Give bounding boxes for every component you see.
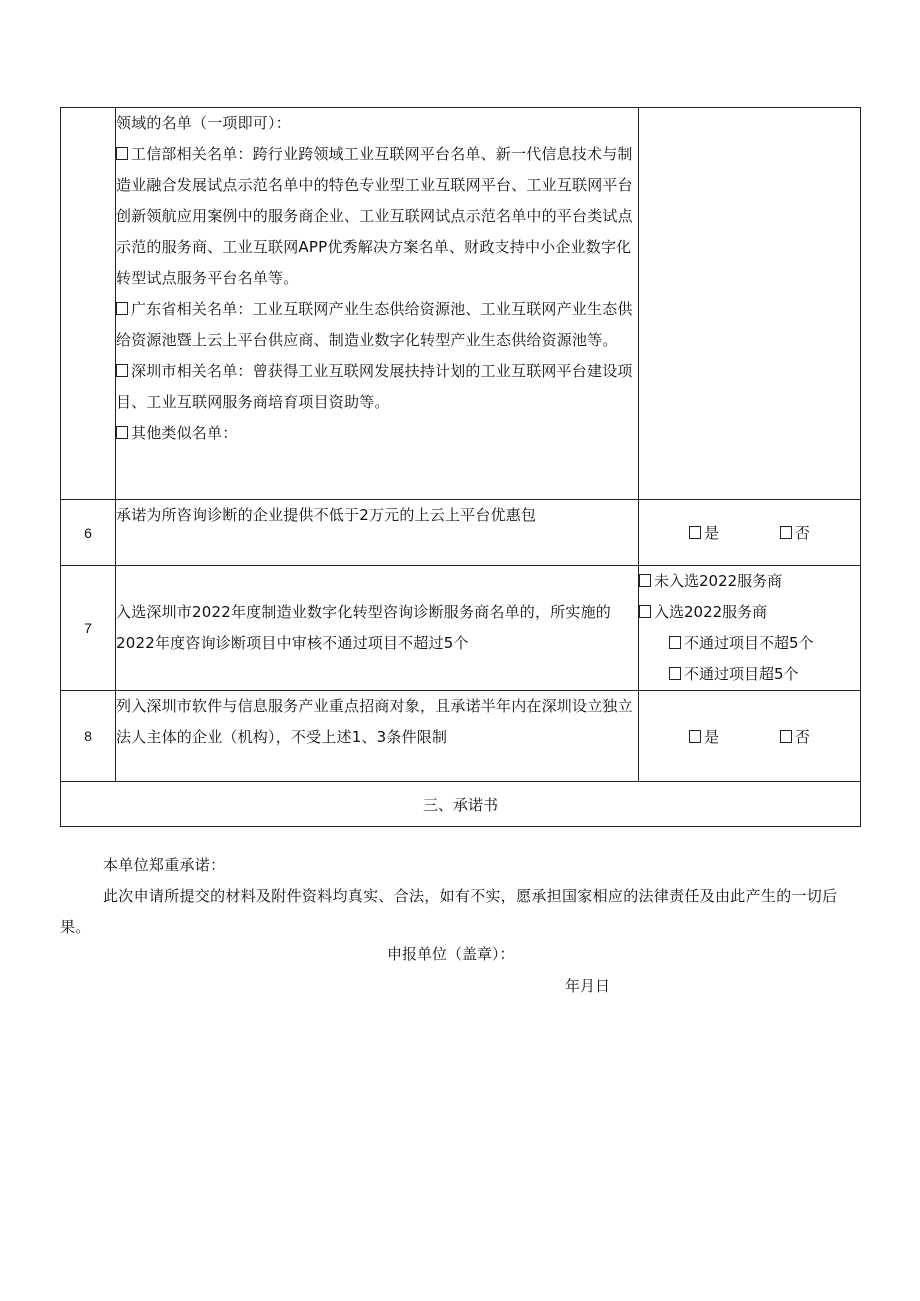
yes-no-choice	[639, 691, 861, 782]
checkbox[interactable]	[639, 605, 651, 618]
no-option[interactable]: 否	[780, 726, 810, 747]
checkbox[interactable]	[669, 667, 681, 680]
criteria-text: 入选深圳市2022年度制造业数字化转型咨询诊断服务商名单的，所实施的2022年度咨询诊断项目中审核不通过项目不超过5个	[116, 566, 639, 691]
checkbox[interactable]	[116, 147, 128, 160]
row-number	[61, 108, 116, 500]
table-row-6	[61, 500, 861, 566]
pledge-body: 此次申请所提交的材料及附件资料均真实、合法，如有不实，愿承担国家相应的法律责任及由此产生的一切后果。	[60, 887, 838, 936]
service-provider-choice	[639, 566, 861, 691]
failed-over-5-option[interactable]: 不通过项目超5个	[639, 659, 860, 690]
table-row-7	[61, 566, 861, 691]
criteria-intro: 领域的名单（一项即可）：	[116, 114, 291, 132]
section-title: 三、承诺书	[61, 782, 861, 827]
checkbox[interactable]	[689, 730, 701, 743]
checkbox[interactable]	[669, 636, 681, 649]
pledge-intro: 本单位郑重承诺：	[103, 856, 226, 874]
row-number: 7	[61, 566, 116, 691]
table-row-section	[61, 782, 861, 827]
criteria-option-miit: 工信部相关名单：跨行业跨领域工业互联网平台名单、新一代信息技术与制造业融合发展试点示范名单中的特色专业型工业互联网平台、工业互联网平台创新领航应用案例中的服务商企业、工业互联网试点示范名单中的平台类试点示范的服务商、工业互联网APP优秀解决方案名单、财政支持中小企业数字化转型试点服务平台名单等。	[116, 145, 633, 287]
applicant-seal-label: 申报单位（盖章）：	[387, 945, 515, 963]
row-number: 8	[61, 691, 116, 782]
checkbox[interactable]	[639, 574, 651, 587]
criteria-option-guangdong: 广东省相关名单：工业互联网产业生态供给资源池、工业互联网产业生态供给资源池暨上云上平台供应商、制造业数字化转型产业生态供给资源池等。	[116, 300, 633, 349]
criteria-text: 列入深圳市软件与信息服务产业重点招商对象，且承诺半年内在深圳设立独立法人主体的企业（机构），不受上述1、3条件限制	[116, 691, 639, 782]
not-selected-option[interactable]: 未入选2022服务商	[639, 566, 860, 597]
checkbox[interactable]	[116, 302, 128, 315]
yes-option[interactable]: 是	[689, 726, 719, 747]
yes-option[interactable]: 是	[689, 522, 719, 543]
date-label: 年月日	[565, 977, 611, 995]
selected-option[interactable]: 入选2022服务商	[639, 597, 860, 628]
no-option[interactable]: 否	[780, 522, 810, 543]
table-row-5	[61, 108, 861, 500]
row-number: 6	[61, 500, 116, 566]
yes-no-choice	[639, 500, 861, 566]
checkbox[interactable]	[780, 526, 792, 539]
failed-not-over-5-option[interactable]: 不通过项目不超5个	[639, 628, 860, 659]
list-criteria-cell	[116, 108, 639, 500]
application-form-table	[60, 107, 861, 827]
checkbox[interactable]	[780, 730, 792, 743]
checkbox[interactable]	[689, 526, 701, 539]
criteria-text: 承诺为所咨询诊断的企业提供不低于2万元的上云上平台优惠包	[116, 500, 639, 566]
pledge-text	[60, 850, 860, 943]
checkbox[interactable]	[116, 426, 128, 439]
checkbox[interactable]	[116, 364, 128, 377]
table-row-8	[61, 691, 861, 782]
criteria-option-shenzhen: 深圳市相关名单：曾获得工业互联网发展扶持计划的工业互联网平台建设项目、工业互联网服务商培育项目资助等。	[116, 362, 633, 411]
criteria-option-other: 其他类似名单：	[116, 418, 638, 449]
answer-cell	[639, 108, 861, 500]
